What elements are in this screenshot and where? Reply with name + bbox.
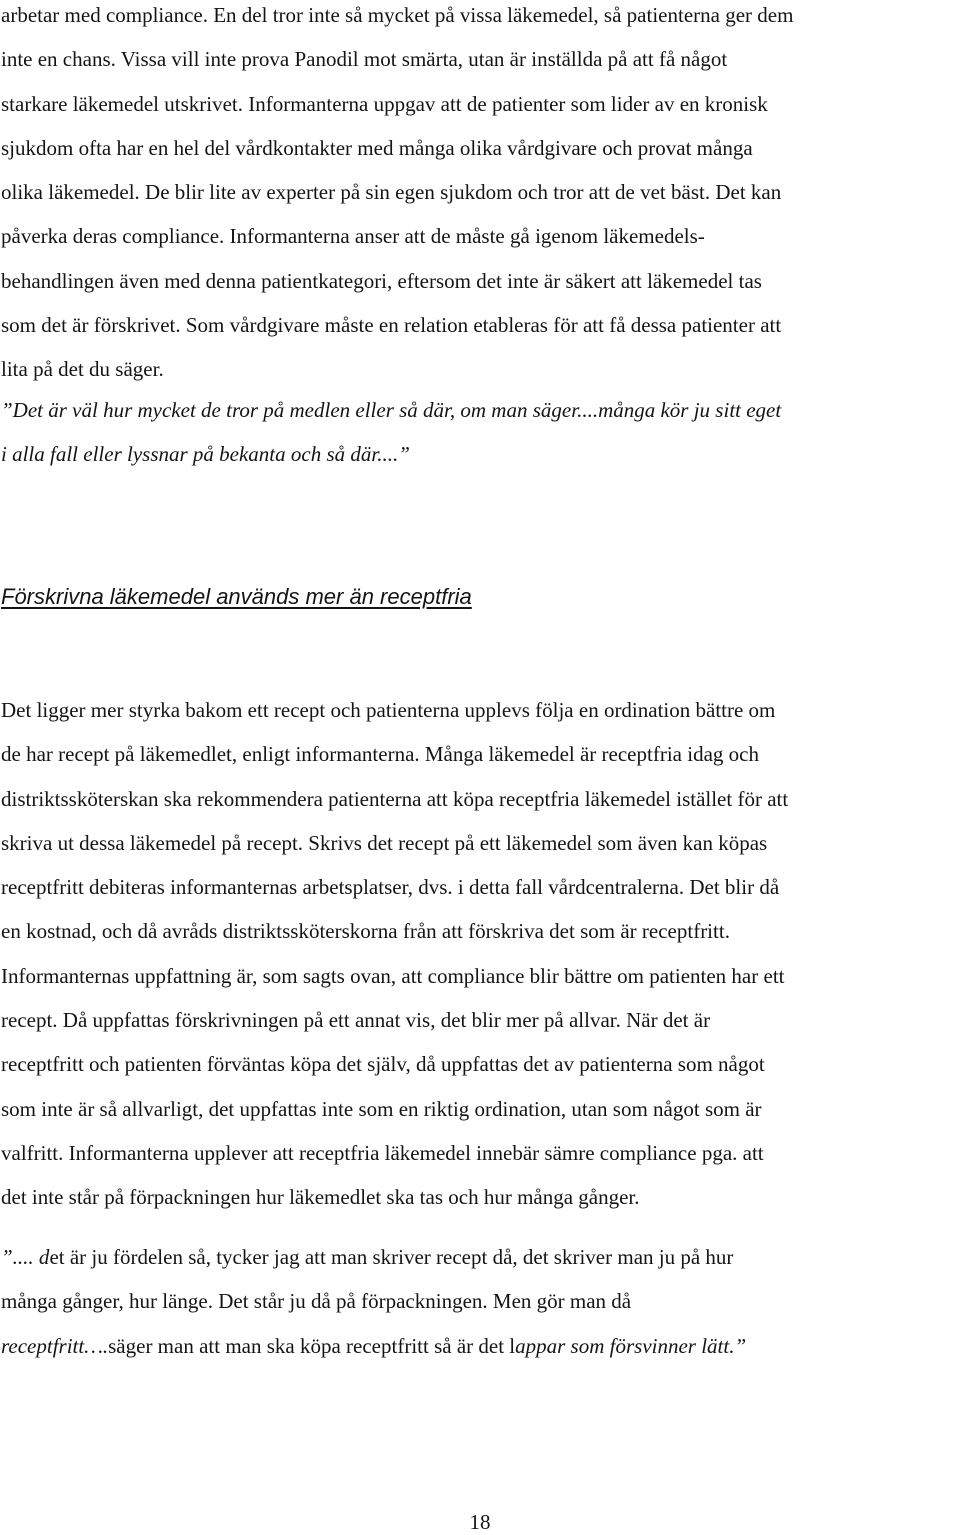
paragraph-2-line-2: de har recept på läkemedlet, enligt informanterna. Många läkemedel är receptfria idag och <box>1 742 759 767</box>
section-heading: Förskrivna läkemedel används mer än receptfria <box>1 584 472 609</box>
quote-2-line-2 <box>1 1279 957 1323</box>
quote-1-line-1: ”Det är väl hur mycket de tror på medlen eller så där, om man säger....många kör ju sitt eget <box>1 398 782 422</box>
quote-2-line-1 <box>1 1235 957 1279</box>
paragraph-1-line-6: påverka deras compliance. Informanterna anser att de måste gå igenom läkemedels- <box>1 224 705 249</box>
paragraph-1-line-2: inte en chans. Vissa vill inte prova Panodil mot smärta, utan är inställda på att få något <box>1 47 728 72</box>
quote-2-line-3-regular: säger man att man ska köpa receptfritt så är det l <box>108 1333 516 1358</box>
paragraph-1-line-8: som det är förskrivet. Som vårdgivare måste en relation etableras för att få dessa patienter att <box>1 313 782 338</box>
paragraph-2-line-7: Informanternas uppfattning är, som sagts ovan, att compliance blir bättre om patienten har ett <box>1 963 785 988</box>
paragraph-2-line-10: som inte är så allvarligt, det uppfattas inte som en riktig ordination, utan som något som är <box>1 1096 762 1121</box>
paragraph-2-line-9: receptfritt och patienten förväntas köpa det själv, då uppfattas det av patienterna som något <box>1 1052 765 1077</box>
paragraph-2-line-4: skriva ut dessa läkemedel på recept. Skrivs det recept på ett läkemedel som även kan köpas <box>1 830 768 855</box>
paragraph-2-line-12: det inte står på förpackningen hur läkemedlet ska tas och hur många gånger. <box>1 1185 640 1210</box>
interview-quote-1 <box>1 388 957 477</box>
paragraph-2-line-6: en kostnad, och då avråds distriktssköterskorna från att förskriva det som är receptfritt. <box>1 919 730 944</box>
paragraph-2-line-5: receptfritt debiteras informanternas arbetsplatser, dvs. i detta fall vårdcentralerna. Det blir då <box>1 875 780 900</box>
paragraph-2-line-1: Det ligger mer styrka bakom ett recept och patienterna upplevs följa en ordination bättre om <box>1 698 776 722</box>
quote-2-line-1-italic: ”.... d <box>1 1245 50 1269</box>
quote-2-line-3-italic-a: receptfritt…. <box>1 1333 109 1358</box>
paragraph-2-line-11: valfritt. Informanterna upplever att receptfria läkemedel innebär sämre compliance pga. att <box>1 1140 764 1165</box>
paragraph-1-line-4: sjukdom ofta har en hel del vårdkontakter med många olika vårdgivare och provat många <box>1 135 753 160</box>
paragraph-1-line-9: lita på det du säger. <box>1 357 164 382</box>
quote-2-line-3-italic-b: appar som försvinner lätt.” <box>515 1333 747 1358</box>
quote-2-line-1-regular: et är ju fördelen så, tycker jag att man skriver recept då, det skriver man ju på hur <box>49 1245 734 1269</box>
quote-2-line-3 <box>1 1324 957 1368</box>
interview-quote-2 <box>1 1235 957 1368</box>
page-number: 18 <box>469 1510 491 1534</box>
paragraph-2-line-8: recept. Då uppfattas förskrivningen på ett annat vis, det blir mer på allvar. När det är <box>1 1008 711 1033</box>
paragraph-1-line-5: olika läkemedel. De blir lite av experter på sin egen sjukdom och tror att de vet bäst. Det kan <box>1 180 782 205</box>
paragraph-1-line-3: starkare läkemedel utskrivet. Informanterna uppgav att de patienter som lider av en kronisk <box>1 91 768 116</box>
body-paragraph-1 <box>1 0 957 392</box>
quote-2-line-2-regular: många gånger, hur länge. Det står ju då på förpackningen. Men gör man då <box>1 1289 632 1314</box>
paragraph-1-line-1: arbetar med compliance. En del tror inte så mycket på vissa läkemedel, så patienterna ger dem <box>1 3 794 27</box>
quote-1-line-2: i alla fall eller lyssnar på bekanta och så där....” <box>1 442 410 467</box>
paragraph-2-line-3: distriktssköterskan ska rekommendera patienterna att köpa receptfria läkemedel istället för att <box>1 786 789 811</box>
paragraph-1-line-7: behandlingen även med denna patientkategori, eftersom det inte är säkert att läkemedel tas <box>1 268 762 293</box>
body-paragraph-2 <box>1 688 957 1220</box>
